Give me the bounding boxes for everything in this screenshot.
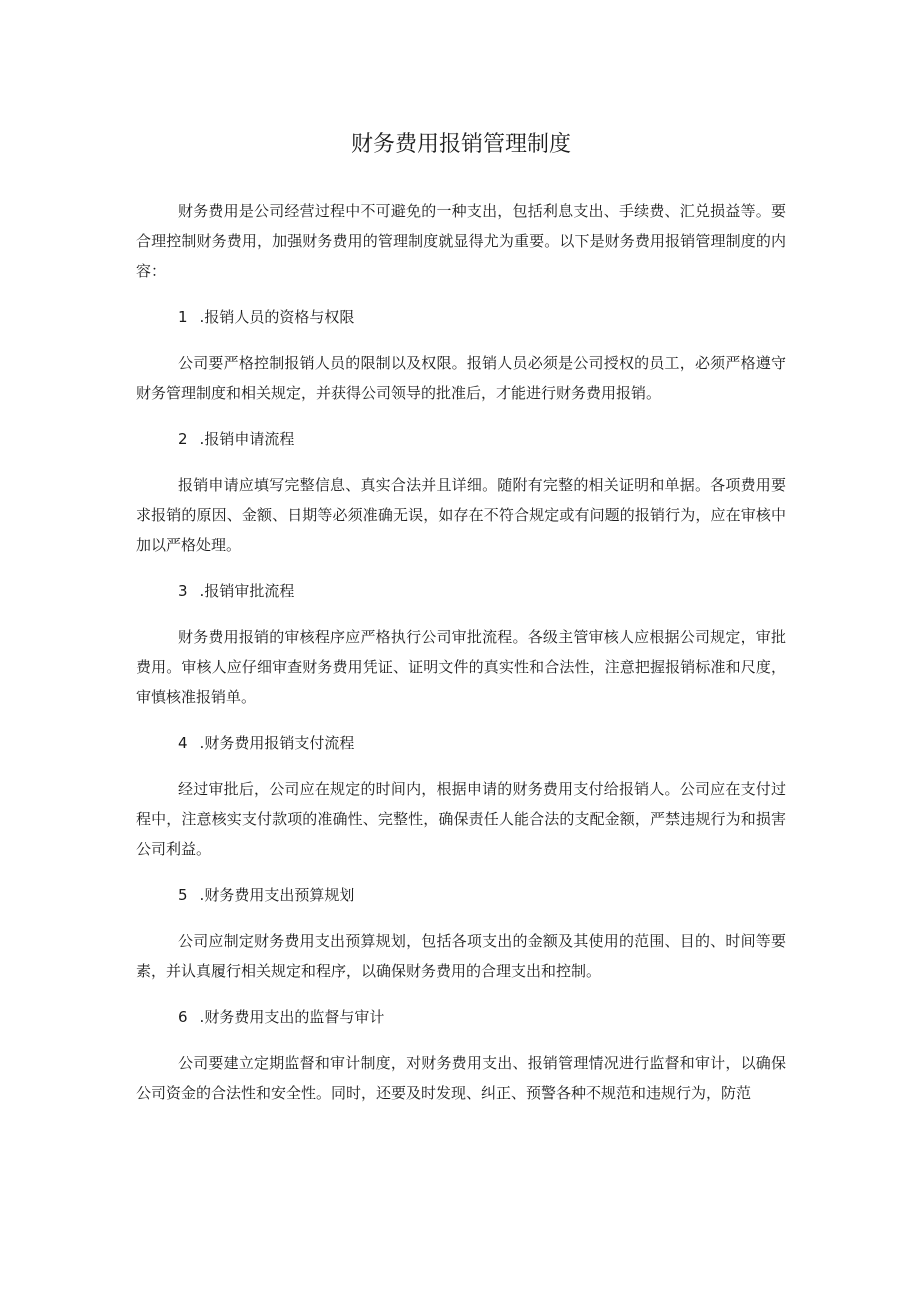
section-number: 6 — [178, 1008, 188, 1026]
section-body-3: 财务费用报销的审核程序应严格执行公司审批流程。各级主管审核人应根据公司规定，审批费用。审核人应仔细审查财务费用凭证、证明文件的真实性和合法性，注意把握报销标准和尺度，审慎核准报销单。 — [136, 628, 786, 706]
section-heading-text: .财务费用报销支付流程 — [199, 734, 355, 752]
section-number: 4 — [178, 734, 188, 752]
section-heading-4 — [136, 728, 786, 758]
section-heading-6 — [136, 1002, 786, 1032]
section-number: 2 — [178, 430, 188, 448]
section-body-2: 报销申请应填写完整信息、真实合法并且详细。随附有完整的相关证明和单据。各项费用要求报销的原因、金额、日期等必须准确无误，如存在不符合规定或有问题的报销行为，应在审核中加以严格处理。 — [136, 476, 786, 554]
section-body-1: 公司要严格控制报销人员的限制以及权限。报销人员必须是公司授权的员工，必须严格遵守财务管理制度和相关规定，并获得公司领导的批准后，才能进行财务费用报销。 — [136, 354, 786, 402]
section-heading-5 — [136, 880, 786, 910]
section-body-6: 公司要建立定期监督和审计制度，对财务费用支出、报销管理情况进行监督和审计，以确保公司资金的合法性和安全性。同时，还要及时发现、纠正、预警各种不规范和违规行为，防范 — [136, 1054, 786, 1102]
section-heading-3 — [136, 576, 786, 606]
section-heading-1 — [136, 302, 786, 332]
section-number: 1 — [178, 308, 188, 326]
section-heading-text: .报销人员的资格与权限 — [199, 308, 355, 326]
section-heading-2 — [136, 424, 786, 454]
section-number: 5 — [178, 886, 188, 904]
section-body-5: 公司应制定财务费用支出预算规划，包括各项支出的金额及其使用的范围、目的、时间等要素，并认真履行相关规定和程序，以确保财务费用的合理支出和控制。 — [136, 932, 786, 980]
document-title: 财务费用报销管理制度 — [350, 132, 571, 157]
section-heading-text: .财务费用支出的监督与审计 — [199, 1008, 385, 1026]
intro-paragraph: 财务费用是公司经营过程中不可避免的一种支出，包括利息支出、手续费、汇兑损益等。要合理控制财务费用，加强财务费用的管理制度就显得尤为重要。以下是财务费用报销管理制度的内容： — [136, 202, 786, 280]
section-heading-text: .报销审批流程 — [199, 582, 295, 600]
section-heading-text: .财务费用支出预算规划 — [199, 886, 355, 904]
section-heading-text: .报销申请流程 — [199, 430, 295, 448]
section-body-4: 经过审批后，公司应在规定的时间内，根据申请的财务费用支付给报销人。公司应在支付过程中，注意核实支付款项的准确性、完整性，确保责任人能合法的支配金额，严禁违规行为和损害公司利益。 — [136, 780, 786, 858]
section-number: 3 — [178, 582, 188, 600]
